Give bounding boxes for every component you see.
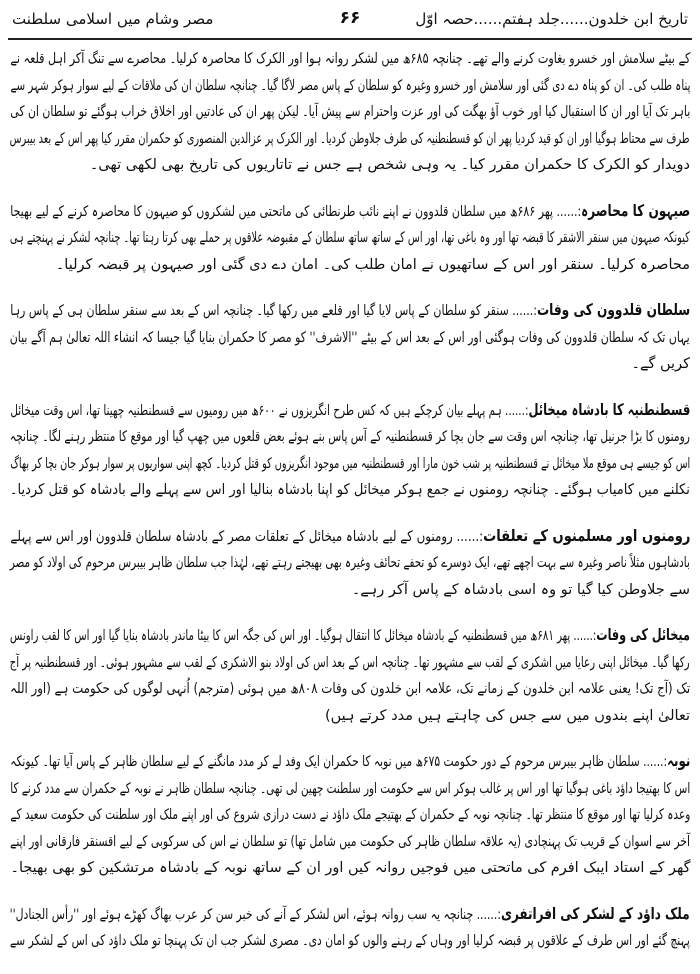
line-text: اس کا بھتیجا داؤد باغی ہوگیا تھا اور اس پر غالب ہوکر اس سے حکومت اور سلطنت چھین لی تھی۔ چنانچہ سلطان ظاہر نے نوبہ کے حکمران سے مدد کرنے کا <box>10 780 690 797</box>
line-text: گھر کے استاد ایبک افرم کی ماتحتی میں فوجیں روانہ کیں اور ان کے ساتھ نوبہ کے بادشاہ مرتشکین کو بھی بھیجا۔ <box>10 860 690 876</box>
text-line <box>10 523 690 550</box>
line-content <box>10 73 690 100</box>
line-text: کریں گے۔ <box>631 356 690 372</box>
text-line <box>10 549 690 576</box>
text-line <box>10 476 690 503</box>
paragraph <box>10 748 690 881</box>
line-content <box>10 424 690 451</box>
section-heading: نوبہ <box>666 751 690 770</box>
line-content <box>10 748 690 776</box>
text-line <box>10 901 690 928</box>
line-text: رومنوں کا بڑا جرنیل تھا، چنانچہ اس وقت سے جان بچا کر قسطنطنیہ کے آس پاس بنے ہوئے بعض قلعوں میں چھپ گیا اور موقع کا منتظر رہنے لگا۔ چنانچہ <box>10 429 690 445</box>
text-line <box>10 576 690 603</box>
line-content <box>325 703 690 730</box>
line-text: رکھا گیا۔ میخائل اپنی رعایا میں اشکری کے لقب سے مشہور تھا۔ چنانچہ اس کے بعد اس کی اولاد بنو الاشکری کے لقب سے مشہور ہوئی۔ اور قسطنطنیہ پر آج <box>10 654 690 671</box>
line-content <box>10 99 690 126</box>
paragraph <box>10 622 690 728</box>
text-line <box>10 224 690 251</box>
line-content <box>10 523 690 551</box>
line-content <box>632 351 690 378</box>
section-heading: سلطان قلدوون کی وفات <box>536 300 690 319</box>
paragraph <box>10 198 690 278</box>
page-body <box>10 45 690 974</box>
line-text: :...... سلطان ظاہر بیبرس مرحوم کے دور حکومت ۶۷۵ھ میں نوبہ کا حکمران ایک وفد لے کر مدد مانگنے کے لیے سلطان ظاہر کے پاس آیا تھا۔ کیونکہ <box>10 754 667 770</box>
line-content <box>10 650 690 677</box>
line-content <box>10 829 690 856</box>
line-content <box>56 252 690 279</box>
line-content <box>10 802 690 829</box>
line-text: کیونکہ صیہون میں سنقر الاشقر کا قبضہ تھا اور وہ باغی تھا، اور اس کے ساتھ ساتھ سلطان کے مقبوضہ علاقوں پر حملے بھی کرتا رہتا تھا۔ چنانچہ لشکر نے پہنچتے ہی <box>10 230 690 246</box>
line-content <box>10 397 690 425</box>
text-line <box>10 98 690 125</box>
line-text: تعالیٰ اپنے بندوں میں سے جس کی چاہتے ہیں مدد کرتے ہیں) <box>324 707 690 724</box>
section-heading: قسطنطنیہ کا بادشاہ میخائل <box>528 399 690 419</box>
line-text: یہاں تک کہ سلطان قلدوون کی وفات ہوگئی اور اس کے بعد اس کے بیٹے ''الاشرف'' کو مصر کا حکمران بنایا گیا جیسا کہ انشاء اللہ تعالیٰ ہم آگے بیان <box>10 329 690 346</box>
page-header <box>8 4 692 40</box>
text-line <box>10 251 690 278</box>
paragraph <box>10 901 690 954</box>
line-text: :...... پھر ۶۸۶ھ میں سلطان قلدوون نے اپنے نائب طرنطائی کی ماتحتی میں لشکروں کو صیہون کا محاصرہ کرنے کے لیے بھیجا <box>10 203 581 220</box>
line-text: :...... ہم پہلے بیان کرچکے ہیں کہ کس طرح انگریزوں نے ۶۰۰ھ میں رومیوں سے قسطنطنیہ چھینا تھا، اس وقت میخائل <box>10 402 529 419</box>
line-content <box>90 152 690 179</box>
line-content <box>10 297 690 325</box>
text-line <box>10 649 690 676</box>
line-text: بادشاہوں مثلاً ناصر وغیرہ سے بہت اچھے تھے، ایک دوسرے کو تحفے تحائف وغیرہ بھی بھیجتے رہتے تھے، لہٰذا جب سلطان ظاہر بیبرس مرحوم کی اولاد کو مصر <box>10 555 690 571</box>
section-heading: میخائل کی وفات <box>596 625 690 644</box>
line-text: طرف سے محتاط ہوگیا اور ان کو قید کردیا پھر ان کو قسطنطنیہ کی طرف جلاوطن کردیا۔ اور الکرک پر عزالدین المنصوری کو حکمران مقرر کیا پھر اس کے بعد بیبرس <box>10 130 690 147</box>
line-content <box>10 46 690 73</box>
text-line <box>10 72 690 99</box>
text-line <box>10 423 690 450</box>
line-text: باہر تک آیا اور ان کا استقبال کیا اور خوب آؤ بھگت کی اور عزت واحترام سے پیش آیا۔ لیکن پھر ان کی عادتیں اور اخلاق خراب ہوگئے تو سلطان ان کی <box>10 104 690 120</box>
text-line <box>10 125 690 152</box>
paragraph <box>10 45 690 178</box>
text-line <box>10 297 690 324</box>
line-text: دویدار کو الکرک کا حکمران مقرر کیا۔ یہ وہی شخص ہے جس نے تاتاریوں کی تاریخ بھی لکھی تھی۔ <box>89 157 690 173</box>
text-line <box>10 450 690 477</box>
line-content <box>10 901 690 929</box>
text-line <box>10 927 690 954</box>
line-text: :...... سنقر کو سلطان کے پاس لایا گیا اور قلعے میں رکھا گیا۔ چنانچہ اس کے بعد سے سنقر سلطان ہی کے پاس رہا <box>10 303 537 319</box>
line-text: آخر سے اسوان کے قریب تک پہنچادی (یہ علاقہ سلطان ظاہر کی حکومت میں شامل تھا) تو سلطان نے اس کی سرکوبی کے لیے اقسنقر فارقانی اور اپنے <box>10 833 690 850</box>
line-content <box>10 126 690 153</box>
line-content <box>10 550 690 577</box>
section-heading: صیہون کا محاصرہ <box>580 200 690 220</box>
line-content <box>10 622 690 650</box>
text-line <box>10 801 690 828</box>
line-text: :...... چنانچہ یہ سب روانہ ہوئے، اس لشکر کے آنے کی خبر سن کر عرب بھاگ کھڑے ہوئے اور ''رأس الجنادل'' <box>10 906 502 923</box>
text-line <box>10 324 690 351</box>
section-heading: ملک داؤد کے لشکر کی افراتفری <box>501 903 690 923</box>
line-content <box>10 928 690 955</box>
line-text: اس کو جیسے ہی موقع ملا میخائل نے قسطنطنیہ پر شب خون مارا اور قسطنطنیہ میں موجود انگریزوں کو قتل کردیا۔ کچھ اپنی سواریوں پر سوار ہوکر جان بچا کر بھاگ <box>10 455 690 472</box>
line-text: پہنچ گئے اور اس طرف کے علاقوں پر قبضہ کرلیا اور وہاں کے رہنے والوں کو امان دی۔ مصری لشکر جب ان تک پہنچا تو ملک داؤد کی اس کے لشکر سے <box>10 933 690 949</box>
paragraph <box>10 397 690 503</box>
text-line <box>10 45 690 72</box>
line-content <box>10 325 690 352</box>
line-content <box>10 225 690 252</box>
text-line <box>10 350 690 377</box>
line-text: وعدہ کرلیا تھا اور موقع کا منتظر تھا۔ چنانچہ نوبہ کے حکمران کے بھتیجے ملک داؤد نے دست درازی شروع کی اور اپنے ملک اور سلطنت کی حکومت سعید کے <box>10 807 690 823</box>
line-content <box>10 451 690 478</box>
text-line <box>10 198 690 225</box>
chapter-title: مصر وشام میں اسلامی سلطنت <box>12 10 214 28</box>
line-text: محاصرہ کرلیا۔ سنقر اور اس کے ساتھیوں نے امان طلب کی۔ امان دے دی گئی اور صیہون پر قبضہ کرلیا۔ <box>55 256 690 273</box>
line-text: کے بیٹے سلامش اور خسرو بغاوت کرنے والے تھے۔ چنانچہ ۶۸۵ھ میں لشکر روانہ ہوا اور الکرک کا محاصرہ کرلیا۔ محاصرے سے تنگ آکر اہل قلعہ نے <box>10 51 690 67</box>
text-line <box>10 397 690 424</box>
text-line <box>10 702 690 729</box>
line-content <box>10 676 690 703</box>
line-content <box>10 776 690 803</box>
line-content <box>10 198 690 226</box>
text-line <box>10 748 690 775</box>
text-line <box>10 151 690 178</box>
text-line <box>10 775 690 802</box>
line-text: تک (آج تک! یعنی علامہ ابن خلدون کے زمانے تک، علامہ ابن خلدون کی وفات ۸۰۸ھ میں ہوئی (مترجم) اُنہی لوگوں کی حکومت ہے (اور اللہ <box>10 681 690 697</box>
text-line <box>10 828 690 855</box>
paragraph <box>10 297 690 377</box>
line-content <box>10 855 690 882</box>
line-text: :...... پھر ۶۸۱ھ میں قسطنطنیہ کے بادشاہ میخائل کا انتقال ہوگیا۔ اور اس کی جگہ اس کا بیٹا ماندر بادشاہ بنایا گیا اور اس کا لقب راونس <box>10 628 597 644</box>
paragraph <box>10 523 690 603</box>
section-heading: رومنوں اور مسلمنوں کے تعلقات <box>482 525 690 545</box>
page-number: ۶۶ <box>339 8 361 28</box>
line-text: پناہ طلب کی۔ ان کو پناہ دے دی گئی اور سلامش اور خسرو وغیرہ کو سلطان کے پاس مصر لاگا گیا۔ چنانچہ سلطان ان کی ملاقات کے لیے سوار ہوکر شہر سے <box>10 77 690 94</box>
line-text: سے جلاوطن کیا گیا تو وہ اسی بادشاہ کے پاس آکر رہے۔ <box>351 581 690 598</box>
line-text: :...... رومنوں کے لیے بادشاہ میخائل کے تعلقات مصر کے بادشاہ سلطان قلدوون اور اس سے پہلے <box>10 528 483 545</box>
text-line <box>10 675 690 702</box>
text-line <box>10 854 690 881</box>
line-text: نکلنے میں کامیاب ہوگئے۔ چنانچہ رومنوں نے جمع ہوکر میخائل کو اپنا بادشاہ بنالیا اور اس سے پہلے والے بادشاہ کو قتل کردیا۔ <box>10 482 690 498</box>
line-content <box>10 477 690 504</box>
book-info: تاریخ ابن خلدون......جلد ہفتم......حصہ اوّل <box>415 10 688 28</box>
text-line <box>10 622 690 649</box>
line-content <box>352 577 690 604</box>
